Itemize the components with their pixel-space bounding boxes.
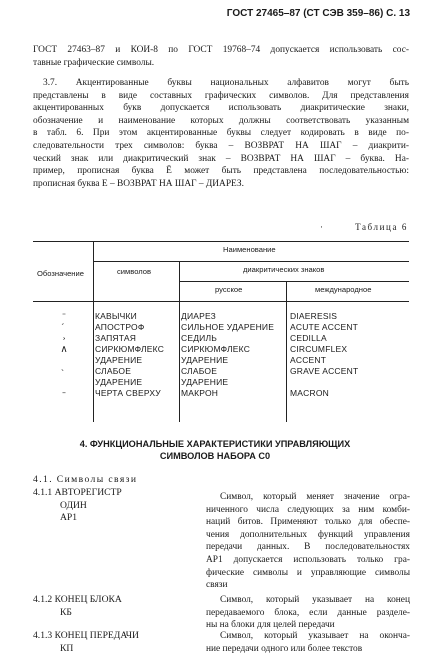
cell-name: УДАРЕНИЕ	[95, 355, 143, 365]
header-international: международное	[315, 285, 372, 294]
desc-line: Символ, который указывает на оконча-	[220, 631, 410, 641]
entry-label-line: 4.1.1 АВТОРЕГИСТР	[33, 487, 122, 498]
cell-russian: МАКРОН	[181, 388, 219, 398]
paragraph-3-7	[33, 77, 409, 190]
desc-line: Символ, который указывает на конец	[220, 595, 410, 605]
table-rule	[179, 261, 180, 422]
entry-label-line: 4.1.2 КОНЕЦ БЛОКА	[33, 594, 122, 605]
entry-description	[206, 630, 410, 655]
entry-label	[33, 630, 139, 655]
header-designation: Обозначение	[37, 269, 84, 278]
cell-russian: СЕДИЛЬ	[181, 333, 218, 343]
diaeresis-symbol	[54, 312, 74, 323]
desc-line: передачи данных. В последовательностях	[206, 542, 410, 553]
entry-description	[206, 491, 410, 592]
desc-line: ны на блоки для целей передачи	[206, 620, 335, 631]
desc-line: передаваемого блока, если данные разделе-	[206, 607, 410, 618]
cell-name: КАВЫЧКИ	[95, 311, 137, 321]
table-rule	[33, 241, 409, 242]
cell-name: ЗАПЯТАЯ	[95, 333, 137, 343]
table-caption-mark: ·	[320, 222, 323, 232]
text-line: прописная буква Е – ВОЗВРАТ НА ШАГ – ДИАРЕЗ.	[33, 178, 244, 189]
grave-symbol	[54, 371, 74, 382]
cell-name: СИРКЮМФЛЕКС	[95, 344, 165, 354]
header-symbols: символов	[117, 267, 152, 276]
table-rule	[179, 281, 409, 282]
page-header: ГОСТ 27465–87 (СТ СЭВ 359–86) С. 13	[226, 8, 410, 19]
header-naming: Наименование	[223, 245, 276, 254]
entry-label	[33, 487, 122, 525]
cell-russian: УДАРЕНИЕ	[181, 355, 229, 365]
desc-line: Символ, который меняет значение огра-	[220, 492, 410, 502]
cell-international: ACCENT	[290, 355, 327, 365]
text-line: 3.7. Акцентированные буквы национальных алфавитов могут быть	[43, 78, 409, 88]
cell-name: УДАРЕНИЕ	[95, 377, 143, 387]
section-title	[40, 438, 390, 462]
text-line: ГОСТ 27463–87 и КОИ-8 по ГОСТ 19768–74 допускается использовать сос-	[33, 45, 409, 55]
cell-russian: СИЛЬНОЕ УДАРЕНИЕ	[181, 322, 275, 332]
cell-russian: ДИАРЕЗ	[181, 311, 217, 321]
cell-name: ЧЕРТА СВЕРХУ	[95, 388, 161, 398]
cell-name: СЛАБОЕ	[95, 366, 132, 376]
cell-international: MACRON	[290, 388, 329, 398]
desc-line: АР1 допускается использовать только гра-	[206, 554, 410, 565]
table-rule	[286, 281, 287, 422]
cell-russian: СЛАБОЕ	[181, 366, 218, 376]
entry-description	[206, 594, 410, 632]
cell-international: CEDILLA	[290, 333, 327, 343]
table-rule	[33, 301, 409, 302]
entry-label-line: КП	[60, 642, 74, 654]
cedilla-symbol	[54, 329, 74, 340]
desc-line: связи	[206, 580, 228, 591]
cell-international: GRAVE ACCENT	[290, 366, 359, 376]
desc-line: наций битов. Применяют только для обеспе-	[206, 517, 410, 528]
entry-label-line: КБ	[60, 606, 72, 618]
section-title-line: 4. ФУНКЦИОНАЛЬНЫЕ ХАРАКТЕРИСТИКИ УПРАВЛЯЮЩИХ	[79, 439, 351, 449]
cell-international: DIAERESIS	[290, 311, 338, 321]
paragraph-intro	[33, 44, 409, 69]
cell-international: CIRCUMFLEX	[290, 344, 348, 354]
text-line: в табл. 6. При этом акцентированные буквы следует кодировать в виде по-	[33, 128, 409, 139]
text-line: следовательности трех символов: буква – ВОЗВРАТ НА ШАГ – диакрити-	[33, 140, 409, 151]
macron-symbol	[54, 391, 74, 402]
cell-russian: СИРКЮМФЛЕКС	[181, 344, 251, 354]
table-rule	[93, 241, 94, 422]
desc-line: ниченного числа следующих за ним комби-	[206, 504, 410, 515]
desc-line: фические символы и управляющие символы	[206, 567, 410, 578]
table-rule	[93, 261, 409, 262]
section-title-line: СИМВОЛОВ НАБОРА С0	[159, 451, 271, 461]
subsection-heading: 4.1. Символы связи	[33, 474, 138, 485]
text-line: обозначение и наименование которых должны соответствовать указанным	[33, 115, 409, 126]
desc-line: чения дополнительных функций управления	[206, 529, 410, 540]
text-line: ческий знак или диакритический знак – ВОЗВРАТ НА ШАГ – буква. На-	[33, 153, 409, 164]
entry-label-line: АР1	[60, 512, 78, 524]
header-diacritics: диакритических знаков	[243, 265, 325, 274]
header-russian: русское	[215, 285, 243, 294]
circumflex-symbol: ∧	[60, 344, 68, 355]
desc-line: ние передачи одного или более текстов	[206, 643, 363, 654]
entry-label-line: 4.1.3 КОНЕЦ ПЕРЕДАЧИ	[33, 630, 139, 641]
entry-label	[33, 594, 122, 619]
text-line: представлены в виде составных графических символов. Для представления	[33, 90, 409, 101]
cell-name: АПОСТРОФ	[95, 322, 145, 332]
table-caption: Таблица 6	[355, 222, 408, 232]
text-line: пример, прописная буква Ё может быть представлена последовательностью:	[33, 166, 409, 177]
text-line: акцентированных букв допускается использовать диакритические знаки,	[33, 103, 409, 114]
cell-russian: УДАРЕНИЕ	[181, 377, 229, 387]
cell-international: ACUTE ACCENT	[290, 322, 359, 332]
text-line: тавные графические символы.	[33, 57, 155, 68]
entry-label-line: ОДИН	[60, 499, 87, 511]
